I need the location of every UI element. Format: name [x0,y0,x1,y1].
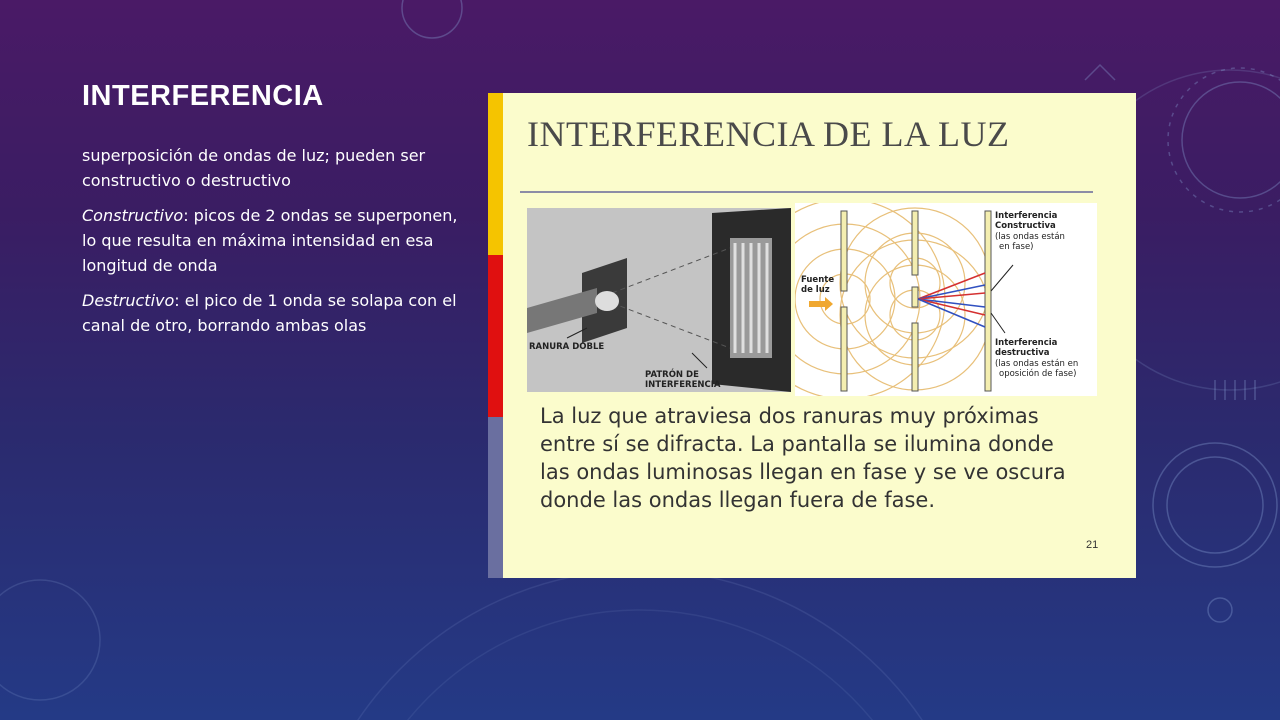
photo-label-slit: RANURA DOBLE [529,342,605,352]
accent-bar-yellow [488,93,503,255]
photo-label-pattern-1: PATRÓN DE [645,370,699,380]
diagram-label-constructive-1: Interferencia [995,211,1058,221]
embedded-page-number: 21 [1086,539,1099,551]
diagram-label-constructive-3: (las ondas están [995,232,1065,242]
diagram-label-destructive-4: oposición de fase) [999,369,1077,379]
diagram-label-constructive-2: Constructiva [995,221,1056,231]
diagram-label-constructive-4: en fase) [999,242,1034,252]
double-slit-photo [527,208,791,392]
definition-paragraph: superposición de ondas de luz; pueden ser constructivo o destructivo [82,146,426,190]
constructive-term: Constructivo [82,206,184,225]
accent-bar-blue [488,417,503,578]
accent-bar-red [488,255,503,417]
destructive-term: Destructivo [82,291,175,310]
diagram-label-source-2: de luz [801,285,830,295]
diagram-label-destructive-1: Interferencia [995,338,1058,348]
slide-body [82,143,462,348]
diagram-label-destructive-3: (las ondas están en [995,359,1079,369]
interference-diagram [795,203,1097,396]
destructive-paragraph: Destructivo: el pico de 1 onda se solapa con el canal de otro, borrando ambas olas [82,291,457,335]
constructive-paragraph: Constructivo: picos de 2 ondas se superponen, lo que resulta en máxima intensidad en esa longitud de onda [82,206,458,275]
embedded-slide-image[interactable] [488,93,1136,578]
diagram-label-source-1: Fuente [801,275,835,285]
slide-title: INTERFERENCIA [82,80,324,112]
embedded-title: INTERFERENCIA DE LA LUZ [527,114,1010,154]
photo-label-pattern-2: INTERFERENCIA [645,380,721,390]
title-divider [520,191,1093,193]
embedded-caption: La luz que atraviesa dos ranuras muy próximas entre sí se difracta. La pantalla se ilumina donde las ondas luminosas llegan en fase y se ve oscura donde las ondas llegan fuera de fase. [540,404,1066,512]
diagram-label-destructive-2: destructiva [995,348,1050,358]
